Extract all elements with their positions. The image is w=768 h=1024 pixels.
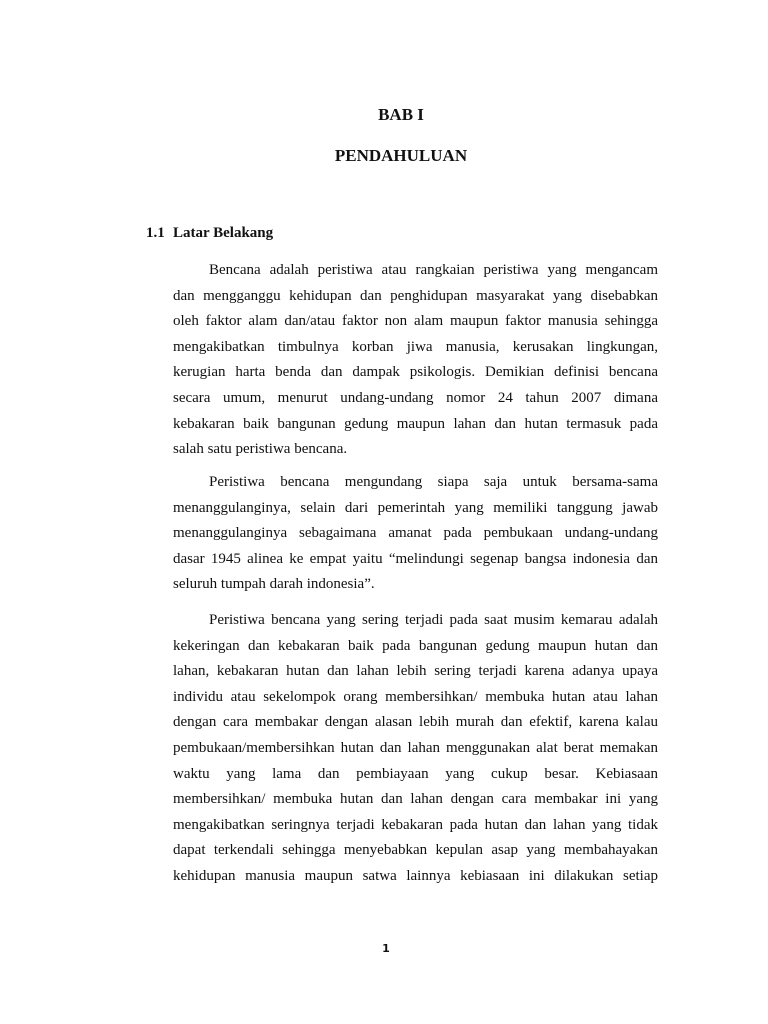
paragraph-line: Bencana adalah peristiwa atau rangkaian peristiwa yang mengancam xyxy=(209,262,658,278)
paragraph-line: salah satu peristiwa bencana. xyxy=(173,441,348,458)
paragraph-line: secara umum, menurut undang-undang nomor 24 tahun 2007 dimana xyxy=(173,389,658,406)
chapter-title: PENDAHULUAN xyxy=(334,146,468,165)
paragraph-1 xyxy=(173,258,658,463)
paragraph-line: oleh faktor alam dan/atau faktor non alam maupun faktor manusia sehingga xyxy=(173,313,658,330)
paragraph-line: mengakibatkan seringnya terjadi kebakaran pada hutan dan lahan yang tidak xyxy=(173,816,658,833)
paragraph-line: kebakaran baik bangunan gedung maupun lahan dan hutan termasuk pada xyxy=(173,415,658,432)
section-number: 1.1 xyxy=(146,225,165,241)
section-heading xyxy=(146,223,273,243)
paragraph-line: waktu yang lama dan pembiayaan yang cukup besar. Kebiasaan xyxy=(173,765,658,782)
paragraph-2 xyxy=(173,470,658,598)
paragraph-line: menanggulanginya, selain dari pemerintah yang memiliki tanggung jawab xyxy=(173,499,658,516)
paragraph-line: individu atau sekelompok orang membersihkan/ membuka hutan atau lahan xyxy=(173,688,658,705)
chapter-number: BAB I xyxy=(378,105,424,124)
paragraph-line: mengakibatkan timbulnya korban jiwa manusia, kerusakan lingkungan, xyxy=(173,338,658,355)
paragraph-line: seluruh tumpah darah indonesia”. xyxy=(173,576,375,593)
paragraph-line: kerugian harta benda dan dampak psikologis. Demikian definisi bencana xyxy=(173,364,658,381)
paragraph-line: kekeringan dan kebakaran baik pada bangunan gedung maupun hutan dan xyxy=(173,637,658,654)
paragraph-line: dan mengganggu kehidupan dan penghidupan masyarakat yang disebabkan xyxy=(173,287,658,304)
section-title: Latar Belakang xyxy=(173,225,274,241)
paragraph-line: lahan, kebakaran hutan dan lahan lebih sering terjadi karena adanya upaya xyxy=(173,663,658,680)
paragraph-line: kehidupan manusia maupun satwa lainnya kebiasaan ini dilakukan setiap xyxy=(173,867,658,884)
paragraph-3 xyxy=(173,608,658,890)
paragraph-line: dasar 1945 alinea ke empat yaitu “melindungi segenap bangsa indonesia dan xyxy=(173,550,658,567)
paragraph-line: dapat terkendali sehingga menyebabkan kepulan asap yang membahayakan xyxy=(173,842,658,859)
paragraph-line: Peristiwa bencana yang sering terjadi pada saat musim kemarau adalah xyxy=(209,612,658,628)
paragraph-line: membersihkan/ membuka hutan dan lahan dengan cara membakar ini yang xyxy=(173,791,658,808)
paragraph-line: Peristiwa bencana mengundang siapa saja untuk bersama-sama xyxy=(209,474,658,490)
paragraph-line: pembukaan/membersihkan hutan dan lahan menggunakan alat berat memakan xyxy=(173,739,658,756)
page-number: 1 xyxy=(382,942,390,955)
paragraph-line: menanggulanginya sebagaimana amanat pada pembukaan undang-undang xyxy=(173,525,658,542)
paragraph-line: dengan cara membakar dengan alasan lebih murah dan efektif, karena kalau xyxy=(173,714,658,731)
